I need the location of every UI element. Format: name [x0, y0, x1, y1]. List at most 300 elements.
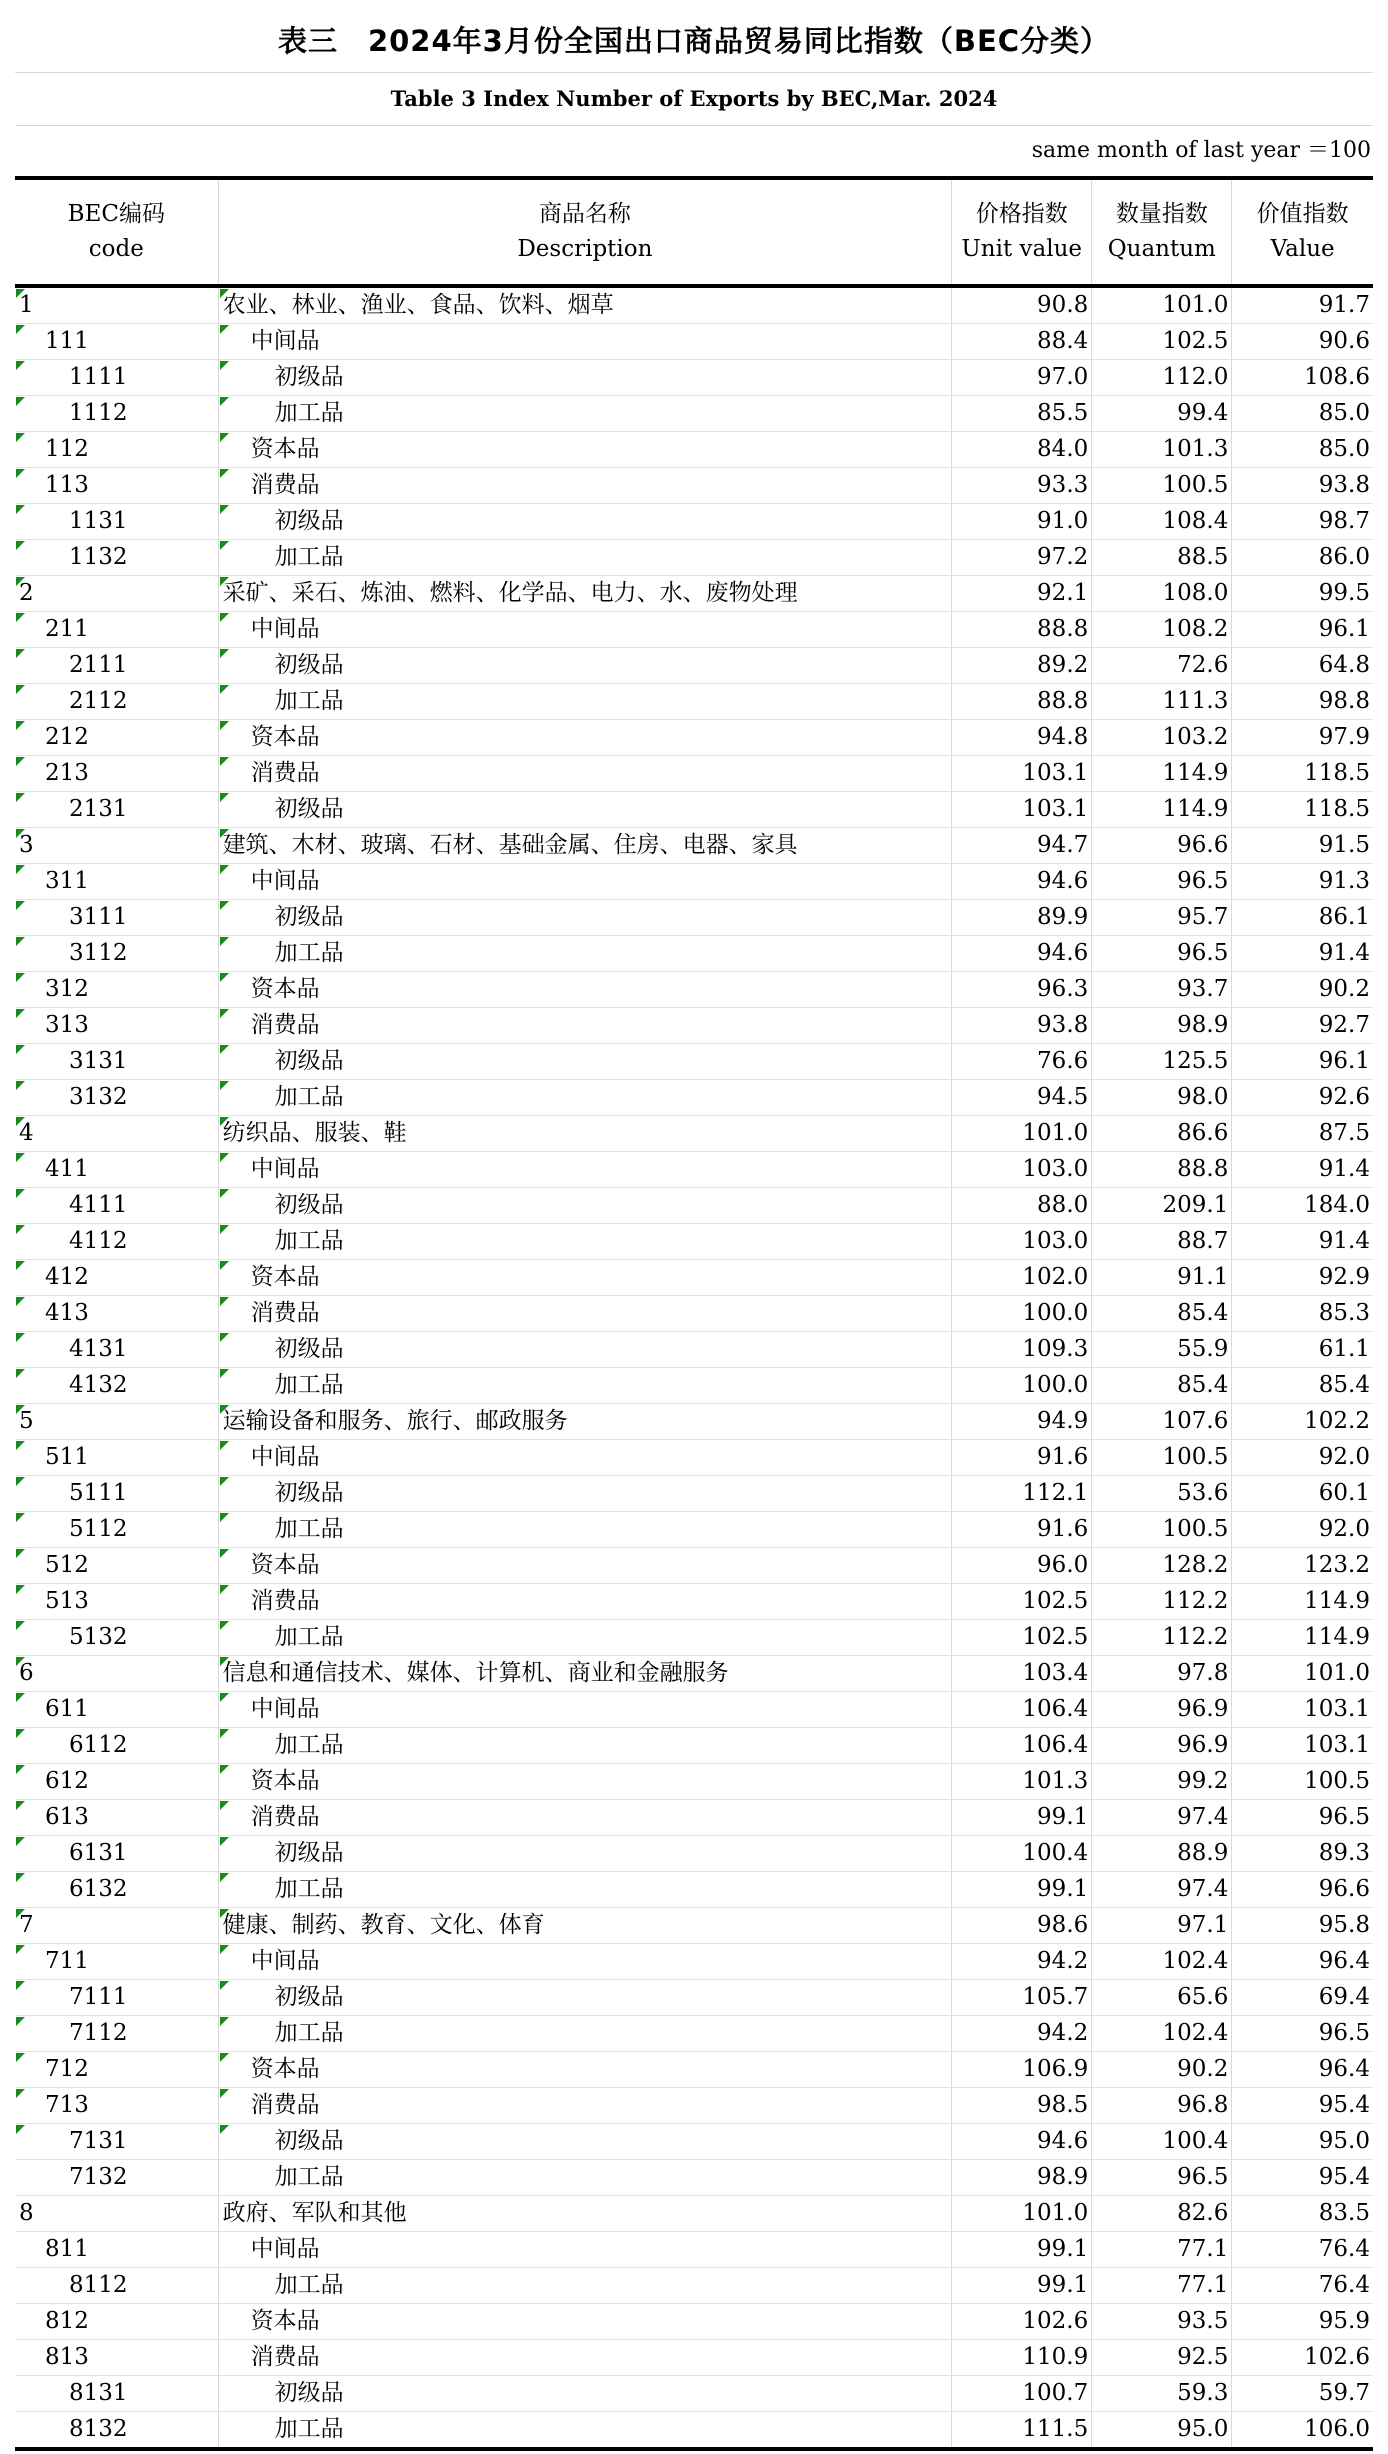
cell-value[interactable]: 85.3 — [1232, 1296, 1373, 1332]
cell-code[interactable]: 611 — [15, 1692, 218, 1728]
cell-unit-value[interactable]: 103.0 — [952, 1152, 1092, 1188]
cell-quantum[interactable]: 77.1 — [1092, 2232, 1232, 2268]
cell-unit-value[interactable]: 106.9 — [952, 2052, 1092, 2088]
cell-unit-value[interactable]: 100.7 — [952, 2376, 1092, 2412]
cell-quantum[interactable]: 90.2 — [1092, 2052, 1232, 2088]
cell-description[interactable]: 采矿、采石、炼油、燃料、化学品、电力、水、废物处理 — [218, 576, 952, 612]
cell-description[interactable]: 资本品 — [218, 1548, 952, 1584]
cell-unit-value[interactable]: 101.0 — [952, 2196, 1092, 2232]
cell-quantum[interactable]: 88.8 — [1092, 1152, 1232, 1188]
cell-value[interactable]: 90.2 — [1232, 972, 1373, 1008]
cell-unit-value[interactable]: 99.1 — [952, 2232, 1092, 2268]
cell-description[interactable]: 消费品 — [218, 1584, 952, 1620]
cell-unit-value[interactable]: 94.5 — [952, 1080, 1092, 1116]
cell-unit-value[interactable]: 103.0 — [952, 1224, 1092, 1260]
cell-value[interactable]: 97.9 — [1232, 720, 1373, 756]
cell-quantum[interactable]: 100.5 — [1092, 468, 1232, 504]
cell-description[interactable]: 初级品 — [218, 1044, 952, 1080]
cell-unit-value[interactable]: 99.1 — [952, 2268, 1092, 2304]
cell-value[interactable]: 92.0 — [1232, 1512, 1373, 1548]
cell-unit-value[interactable]: 110.9 — [952, 2340, 1092, 2376]
cell-description[interactable]: 初级品 — [218, 360, 952, 396]
cell-quantum[interactable]: 88.7 — [1092, 1224, 1232, 1260]
cell-quantum[interactable]: 93.5 — [1092, 2304, 1232, 2340]
cell-value[interactable]: 87.5 — [1232, 1116, 1373, 1152]
cell-unit-value[interactable]: 85.5 — [952, 396, 1092, 432]
cell-description[interactable]: 中间品 — [218, 1944, 952, 1980]
cell-unit-value[interactable]: 99.1 — [952, 1800, 1092, 1836]
cell-quantum[interactable]: 101.3 — [1092, 432, 1232, 468]
cell-value[interactable]: 96.4 — [1232, 2052, 1373, 2088]
cell-value[interactable]: 95.4 — [1232, 2088, 1373, 2124]
cell-value[interactable]: 96.1 — [1232, 1044, 1373, 1080]
cell-unit-value[interactable]: 96.0 — [952, 1548, 1092, 1584]
cell-code[interactable]: 312 — [15, 972, 218, 1008]
cell-quantum[interactable]: 65.6 — [1092, 1980, 1232, 2016]
cell-unit-value[interactable]: 111.5 — [952, 2412, 1092, 2450]
cell-quantum[interactable]: 53.6 — [1092, 1476, 1232, 1512]
cell-description[interactable]: 初级品 — [218, 792, 952, 828]
cell-description[interactable]: 政府、军队和其他 — [218, 2196, 952, 2232]
cell-unit-value[interactable]: 112.1 — [952, 1476, 1092, 1512]
cell-unit-value[interactable]: 93.3 — [952, 468, 1092, 504]
cell-unit-value[interactable]: 97.2 — [952, 540, 1092, 576]
cell-code[interactable]: 6131 — [15, 1836, 218, 1872]
cell-quantum[interactable]: 96.8 — [1092, 2088, 1232, 2124]
cell-value[interactable]: 86.0 — [1232, 540, 1373, 576]
cell-quantum[interactable]: 125.5 — [1092, 1044, 1232, 1080]
cell-quantum[interactable]: 96.9 — [1092, 1728, 1232, 1764]
cell-description[interactable]: 加工品 — [218, 2268, 952, 2304]
cell-quantum[interactable]: 209.1 — [1092, 1188, 1232, 1224]
cell-value[interactable]: 184.0 — [1232, 1188, 1373, 1224]
cell-value[interactable]: 96.4 — [1232, 1944, 1373, 1980]
cell-value[interactable]: 85.4 — [1232, 1368, 1373, 1404]
cell-unit-value[interactable]: 93.8 — [952, 1008, 1092, 1044]
cell-code[interactable]: 212 — [15, 720, 218, 756]
cell-quantum[interactable]: 112.0 — [1092, 360, 1232, 396]
cell-description[interactable]: 初级品 — [218, 1332, 952, 1368]
cell-description[interactable]: 消费品 — [218, 2340, 952, 2376]
cell-code[interactable]: 2131 — [15, 792, 218, 828]
cell-value[interactable]: 83.5 — [1232, 2196, 1373, 2232]
header-description[interactable] — [218, 180, 952, 286]
cell-description[interactable]: 加工品 — [218, 936, 952, 972]
cell-value[interactable]: 91.4 — [1232, 1224, 1373, 1260]
cell-quantum[interactable]: 96.5 — [1092, 936, 1232, 972]
cell-quantum[interactable]: 97.8 — [1092, 1656, 1232, 1692]
cell-value[interactable]: 101.0 — [1232, 1656, 1373, 1692]
cell-description[interactable]: 加工品 — [218, 1620, 952, 1656]
cell-value[interactable]: 103.1 — [1232, 1692, 1373, 1728]
cell-quantum[interactable]: 88.9 — [1092, 1836, 1232, 1872]
cell-description[interactable]: 初级品 — [218, 2124, 952, 2160]
cell-description[interactable]: 加工品 — [218, 396, 952, 432]
cell-code[interactable]: 1112 — [15, 396, 218, 432]
header-unit-value[interactable] — [952, 180, 1092, 286]
cell-unit-value[interactable]: 105.7 — [952, 1980, 1092, 2016]
cell-unit-value[interactable]: 103.4 — [952, 1656, 1092, 1692]
cell-value[interactable]: 108.6 — [1232, 360, 1373, 396]
cell-quantum[interactable]: 91.1 — [1092, 1260, 1232, 1296]
cell-quantum[interactable]: 100.5 — [1092, 1440, 1232, 1476]
cell-quantum[interactable]: 102.4 — [1092, 1944, 1232, 1980]
cell-value[interactable]: 93.8 — [1232, 468, 1373, 504]
cell-unit-value[interactable]: 89.9 — [952, 900, 1092, 936]
cell-value[interactable]: 69.4 — [1232, 1980, 1373, 2016]
cell-code[interactable]: 7111 — [15, 1980, 218, 2016]
cell-quantum[interactable]: 98.0 — [1092, 1080, 1232, 1116]
cell-code[interactable]: 112 — [15, 432, 218, 468]
cell-quantum[interactable]: 85.4 — [1092, 1296, 1232, 1332]
cell-code[interactable]: 711 — [15, 1944, 218, 1980]
cell-quantum[interactable]: 103.2 — [1092, 720, 1232, 756]
cell-description[interactable]: 加工品 — [218, 1512, 952, 1548]
cell-code[interactable]: 7112 — [15, 2016, 218, 2052]
cell-value[interactable]: 76.4 — [1232, 2232, 1373, 2268]
cell-quantum[interactable]: 97.4 — [1092, 1872, 1232, 1908]
cell-quantum[interactable]: 59.3 — [1092, 2376, 1232, 2412]
cell-code[interactable]: 211 — [15, 612, 218, 648]
cell-code[interactable]: 713 — [15, 2088, 218, 2124]
cell-quantum[interactable]: 112.2 — [1092, 1584, 1232, 1620]
cell-value[interactable]: 118.5 — [1232, 792, 1373, 828]
cell-description[interactable]: 消费品 — [218, 1296, 952, 1332]
cell-quantum[interactable]: 96.5 — [1092, 2160, 1232, 2196]
cell-code[interactable]: 1131 — [15, 504, 218, 540]
cell-code[interactable]: 6132 — [15, 1872, 218, 1908]
cell-quantum[interactable]: 77.1 — [1092, 2268, 1232, 2304]
cell-code[interactable]: 113 — [15, 468, 218, 504]
cell-unit-value[interactable]: 90.8 — [952, 286, 1092, 324]
cell-value[interactable]: 86.1 — [1232, 900, 1373, 936]
cell-quantum[interactable]: 114.9 — [1092, 792, 1232, 828]
cell-code[interactable]: 1132 — [15, 540, 218, 576]
cell-description[interactable]: 中间品 — [218, 864, 952, 900]
cell-quantum[interactable]: 100.4 — [1092, 2124, 1232, 2160]
cell-value[interactable]: 106.0 — [1232, 2412, 1373, 2450]
cell-quantum[interactable]: 95.7 — [1092, 900, 1232, 936]
cell-description[interactable]: 中间品 — [218, 1692, 952, 1728]
cell-unit-value[interactable]: 99.1 — [952, 1872, 1092, 1908]
cell-description[interactable]: 资本品 — [218, 2052, 952, 2088]
cell-code[interactable]: 812 — [15, 2304, 218, 2340]
cell-quantum[interactable]: 86.6 — [1092, 1116, 1232, 1152]
header-value[interactable] — [1232, 180, 1373, 286]
cell-unit-value[interactable]: 101.0 — [952, 1116, 1092, 1152]
cell-value[interactable]: 114.9 — [1232, 1584, 1373, 1620]
cell-unit-value[interactable]: 94.7 — [952, 828, 1092, 864]
cell-description[interactable]: 资本品 — [218, 1764, 952, 1800]
cell-code[interactable]: 3111 — [15, 900, 218, 936]
cell-description[interactable]: 资本品 — [218, 1260, 952, 1296]
cell-value[interactable]: 98.8 — [1232, 684, 1373, 720]
cell-code[interactable]: 311 — [15, 864, 218, 900]
header-code[interactable] — [15, 180, 218, 286]
cell-quantum[interactable]: 82.6 — [1092, 2196, 1232, 2232]
cell-code[interactable]: 4132 — [15, 1368, 218, 1404]
cell-unit-value[interactable]: 98.6 — [952, 1908, 1092, 1944]
cell-unit-value[interactable]: 106.4 — [952, 1692, 1092, 1728]
cell-unit-value[interactable]: 94.6 — [952, 936, 1092, 972]
cell-description[interactable]: 建筑、木材、玻璃、石材、基础金属、住房、电器、家具 — [218, 828, 952, 864]
cell-code[interactable]: 2111 — [15, 648, 218, 684]
cell-code[interactable]: 511 — [15, 1440, 218, 1476]
cell-description[interactable]: 初级品 — [218, 648, 952, 684]
cell-value[interactable]: 91.7 — [1232, 286, 1373, 324]
cell-quantum[interactable]: 99.4 — [1092, 396, 1232, 432]
cell-code[interactable]: 8132 — [15, 2412, 218, 2450]
cell-value[interactable]: 59.7 — [1232, 2376, 1373, 2412]
cell-quantum[interactable]: 114.9 — [1092, 756, 1232, 792]
cell-quantum[interactable]: 101.0 — [1092, 286, 1232, 324]
cell-value[interactable]: 90.6 — [1232, 324, 1373, 360]
cell-unit-value[interactable]: 103.1 — [952, 792, 1092, 828]
cell-value[interactable]: 96.5 — [1232, 2016, 1373, 2052]
cell-code[interactable]: 7132 — [15, 2160, 218, 2196]
cell-code[interactable]: 5 — [15, 1404, 218, 1440]
cell-unit-value[interactable]: 100.0 — [952, 1296, 1092, 1332]
cell-unit-value[interactable]: 91.6 — [952, 1512, 1092, 1548]
cell-quantum[interactable]: 88.5 — [1092, 540, 1232, 576]
cell-value[interactable]: 96.1 — [1232, 612, 1373, 648]
cell-code[interactable]: 111 — [15, 324, 218, 360]
cell-code[interactable]: 4 — [15, 1116, 218, 1152]
cell-description[interactable]: 加工品 — [218, 2412, 952, 2450]
cell-code[interactable]: 413 — [15, 1296, 218, 1332]
cell-description[interactable]: 消费品 — [218, 2088, 952, 2124]
cell-unit-value[interactable]: 102.6 — [952, 2304, 1092, 2340]
cell-quantum[interactable]: 108.0 — [1092, 576, 1232, 612]
cell-description[interactable]: 中间品 — [218, 324, 952, 360]
cell-quantum[interactable]: 99.2 — [1092, 1764, 1232, 1800]
cell-unit-value[interactable]: 94.2 — [952, 1944, 1092, 1980]
cell-quantum[interactable]: 55.9 — [1092, 1332, 1232, 1368]
cell-unit-value[interactable]: 98.5 — [952, 2088, 1092, 2124]
cell-value[interactable]: 92.7 — [1232, 1008, 1373, 1044]
cell-quantum[interactable]: 92.5 — [1092, 2340, 1232, 2376]
cell-quantum[interactable]: 95.0 — [1092, 2412, 1232, 2450]
cell-description[interactable]: 纺织品、服装、鞋 — [218, 1116, 952, 1152]
cell-quantum[interactable]: 100.5 — [1092, 1512, 1232, 1548]
cell-description[interactable]: 农业、林业、渔业、食品、饮料、烟草 — [218, 286, 952, 324]
cell-description[interactable]: 加工品 — [218, 684, 952, 720]
cell-description[interactable]: 加工品 — [218, 1224, 952, 1260]
cell-quantum[interactable]: 97.4 — [1092, 1800, 1232, 1836]
cell-quantum[interactable]: 72.6 — [1092, 648, 1232, 684]
cell-unit-value[interactable]: 88.8 — [952, 612, 1092, 648]
cell-code[interactable]: 1111 — [15, 360, 218, 396]
cell-value[interactable]: 91.5 — [1232, 828, 1373, 864]
cell-description[interactable]: 消费品 — [218, 1008, 952, 1044]
header-quantum[interactable] — [1092, 180, 1232, 286]
cell-code[interactable]: 7 — [15, 1908, 218, 1944]
cell-quantum[interactable]: 96.6 — [1092, 828, 1232, 864]
cell-value[interactable]: 98.7 — [1232, 504, 1373, 540]
cell-code[interactable]: 411 — [15, 1152, 218, 1188]
cell-code[interactable]: 8131 — [15, 2376, 218, 2412]
cell-description[interactable]: 初级品 — [218, 504, 952, 540]
cell-value[interactable]: 95.4 — [1232, 2160, 1373, 2196]
cell-code[interactable]: 3131 — [15, 1044, 218, 1080]
cell-code[interactable]: 6 — [15, 1656, 218, 1692]
cell-description[interactable]: 初级品 — [218, 900, 952, 936]
cell-value[interactable]: 91.4 — [1232, 936, 1373, 972]
cell-code[interactable]: 412 — [15, 1260, 218, 1296]
cell-description[interactable]: 资本品 — [218, 432, 952, 468]
cell-value[interactable]: 76.4 — [1232, 2268, 1373, 2304]
cell-unit-value[interactable]: 94.2 — [952, 2016, 1092, 2052]
cell-code[interactable]: 8112 — [15, 2268, 218, 2304]
cell-unit-value[interactable]: 106.4 — [952, 1728, 1092, 1764]
cell-description[interactable]: 资本品 — [218, 972, 952, 1008]
cell-value[interactable]: 89.3 — [1232, 1836, 1373, 1872]
cell-code[interactable]: 4111 — [15, 1188, 218, 1224]
cell-unit-value[interactable]: 91.6 — [952, 1440, 1092, 1476]
cell-value[interactable]: 103.1 — [1232, 1728, 1373, 1764]
cell-code[interactable]: 7131 — [15, 2124, 218, 2160]
cell-code[interactable]: 5112 — [15, 1512, 218, 1548]
cell-value[interactable]: 102.2 — [1232, 1404, 1373, 1440]
cell-description[interactable]: 初级品 — [218, 1836, 952, 1872]
cell-unit-value[interactable]: 102.0 — [952, 1260, 1092, 1296]
cell-description[interactable]: 加工品 — [218, 1080, 952, 1116]
cell-unit-value[interactable]: 76.6 — [952, 1044, 1092, 1080]
cell-code[interactable]: 4131 — [15, 1332, 218, 1368]
cell-value[interactable]: 95.0 — [1232, 2124, 1373, 2160]
cell-description[interactable]: 资本品 — [218, 720, 952, 756]
cell-description[interactable]: 资本品 — [218, 2304, 952, 2340]
cell-description[interactable]: 加工品 — [218, 1368, 952, 1404]
cell-unit-value[interactable]: 88.4 — [952, 324, 1092, 360]
cell-quantum[interactable]: 107.6 — [1092, 1404, 1232, 1440]
cell-description[interactable]: 中间品 — [218, 1152, 952, 1188]
cell-value[interactable]: 99.5 — [1232, 576, 1373, 612]
cell-unit-value[interactable]: 100.0 — [952, 1368, 1092, 1404]
cell-unit-value[interactable]: 84.0 — [952, 432, 1092, 468]
cell-description[interactable]: 中间品 — [218, 1440, 952, 1476]
cell-quantum[interactable]: 93.7 — [1092, 972, 1232, 1008]
cell-unit-value[interactable]: 100.4 — [952, 1836, 1092, 1872]
cell-code[interactable]: 613 — [15, 1800, 218, 1836]
cell-code[interactable]: 813 — [15, 2340, 218, 2376]
cell-value[interactable]: 91.3 — [1232, 864, 1373, 900]
cell-unit-value[interactable]: 101.3 — [952, 1764, 1092, 1800]
cell-description[interactable]: 初级品 — [218, 1476, 952, 1512]
cell-code[interactable]: 4112 — [15, 1224, 218, 1260]
cell-value[interactable]: 95.8 — [1232, 1908, 1373, 1944]
cell-description[interactable]: 加工品 — [218, 1872, 952, 1908]
cell-code[interactable]: 5132 — [15, 1620, 218, 1656]
cell-value[interactable]: 61.1 — [1232, 1332, 1373, 1368]
cell-description[interactable]: 消费品 — [218, 1800, 952, 1836]
cell-description[interactable]: 中间品 — [218, 2232, 952, 2268]
cell-unit-value[interactable]: 96.3 — [952, 972, 1092, 1008]
cell-description[interactable]: 加工品 — [218, 2016, 952, 2052]
cell-unit-value[interactable]: 94.8 — [952, 720, 1092, 756]
cell-description[interactable]: 消费品 — [218, 756, 952, 792]
cell-quantum[interactable]: 97.1 — [1092, 1908, 1232, 1944]
cell-quantum[interactable]: 111.3 — [1092, 684, 1232, 720]
cell-description[interactable]: 中间品 — [218, 612, 952, 648]
cell-unit-value[interactable]: 102.5 — [952, 1620, 1092, 1656]
cell-value[interactable]: 64.8 — [1232, 648, 1373, 684]
cell-description[interactable]: 初级品 — [218, 1188, 952, 1224]
cell-code[interactable]: 2112 — [15, 684, 218, 720]
cell-code[interactable]: 811 — [15, 2232, 218, 2268]
cell-unit-value[interactable]: 94.9 — [952, 1404, 1092, 1440]
cell-description[interactable]: 初级品 — [218, 2376, 952, 2412]
cell-value[interactable]: 95.9 — [1232, 2304, 1373, 2340]
cell-code[interactable]: 512 — [15, 1548, 218, 1584]
cell-unit-value[interactable]: 91.0 — [952, 504, 1092, 540]
cell-value[interactable]: 92.0 — [1232, 1440, 1373, 1476]
cell-description[interactable]: 健康、制药、教育、文化、体育 — [218, 1908, 952, 1944]
cell-description[interactable]: 加工品 — [218, 2160, 952, 2196]
cell-quantum[interactable]: 108.4 — [1092, 504, 1232, 540]
cell-code[interactable]: 8 — [15, 2196, 218, 2232]
cell-code[interactable]: 2 — [15, 576, 218, 612]
cell-code[interactable]: 1 — [15, 286, 218, 324]
cell-description[interactable]: 信息和通信技术、媒体、计算机、商业和金融服务 — [218, 1656, 952, 1692]
cell-unit-value[interactable]: 98.9 — [952, 2160, 1092, 2196]
cell-code[interactable]: 5111 — [15, 1476, 218, 1512]
cell-quantum[interactable]: 112.2 — [1092, 1620, 1232, 1656]
cell-unit-value[interactable]: 109.3 — [952, 1332, 1092, 1368]
cell-unit-value[interactable]: 94.6 — [952, 2124, 1092, 2160]
cell-code[interactable]: 3132 — [15, 1080, 218, 1116]
cell-value[interactable]: 85.0 — [1232, 432, 1373, 468]
cell-value[interactable]: 92.9 — [1232, 1260, 1373, 1296]
cell-value[interactable]: 85.0 — [1232, 396, 1373, 432]
cell-value[interactable]: 114.9 — [1232, 1620, 1373, 1656]
cell-quantum[interactable]: 85.4 — [1092, 1368, 1232, 1404]
cell-unit-value[interactable]: 92.1 — [952, 576, 1092, 612]
cell-code[interactable]: 6112 — [15, 1728, 218, 1764]
cell-quantum[interactable]: 102.4 — [1092, 2016, 1232, 2052]
cell-quantum[interactable]: 98.9 — [1092, 1008, 1232, 1044]
cell-value[interactable]: 102.6 — [1232, 2340, 1373, 2376]
cell-description[interactable]: 加工品 — [218, 1728, 952, 1764]
cell-quantum[interactable]: 102.5 — [1092, 324, 1232, 360]
cell-value[interactable]: 92.6 — [1232, 1080, 1373, 1116]
cell-description[interactable]: 运输设备和服务、旅行、邮政服务 — [218, 1404, 952, 1440]
cell-quantum[interactable]: 128.2 — [1092, 1548, 1232, 1584]
cell-code[interactable]: 213 — [15, 756, 218, 792]
cell-value[interactable]: 96.5 — [1232, 1800, 1373, 1836]
cell-unit-value[interactable]: 89.2 — [952, 648, 1092, 684]
cell-quantum[interactable]: 96.5 — [1092, 864, 1232, 900]
cell-quantum[interactable]: 96.9 — [1092, 1692, 1232, 1728]
cell-description[interactable]: 加工品 — [218, 540, 952, 576]
cell-value[interactable]: 118.5 — [1232, 756, 1373, 792]
cell-unit-value[interactable]: 88.8 — [952, 684, 1092, 720]
cell-value[interactable]: 96.6 — [1232, 1872, 1373, 1908]
cell-quantum[interactable]: 108.2 — [1092, 612, 1232, 648]
cell-unit-value[interactable]: 88.0 — [952, 1188, 1092, 1224]
cell-description[interactable]: 初级品 — [218, 1980, 952, 2016]
cell-unit-value[interactable]: 103.1 — [952, 756, 1092, 792]
cell-unit-value[interactable]: 94.6 — [952, 864, 1092, 900]
cell-value[interactable]: 123.2 — [1232, 1548, 1373, 1584]
cell-code[interactable]: 513 — [15, 1584, 218, 1620]
cell-unit-value[interactable]: 102.5 — [952, 1584, 1092, 1620]
cell-code[interactable]: 313 — [15, 1008, 218, 1044]
cell-code[interactable]: 712 — [15, 2052, 218, 2088]
cell-description[interactable]: 消费品 — [218, 468, 952, 504]
cell-value[interactable]: 100.5 — [1232, 1764, 1373, 1800]
cell-value[interactable]: 91.4 — [1232, 1152, 1373, 1188]
